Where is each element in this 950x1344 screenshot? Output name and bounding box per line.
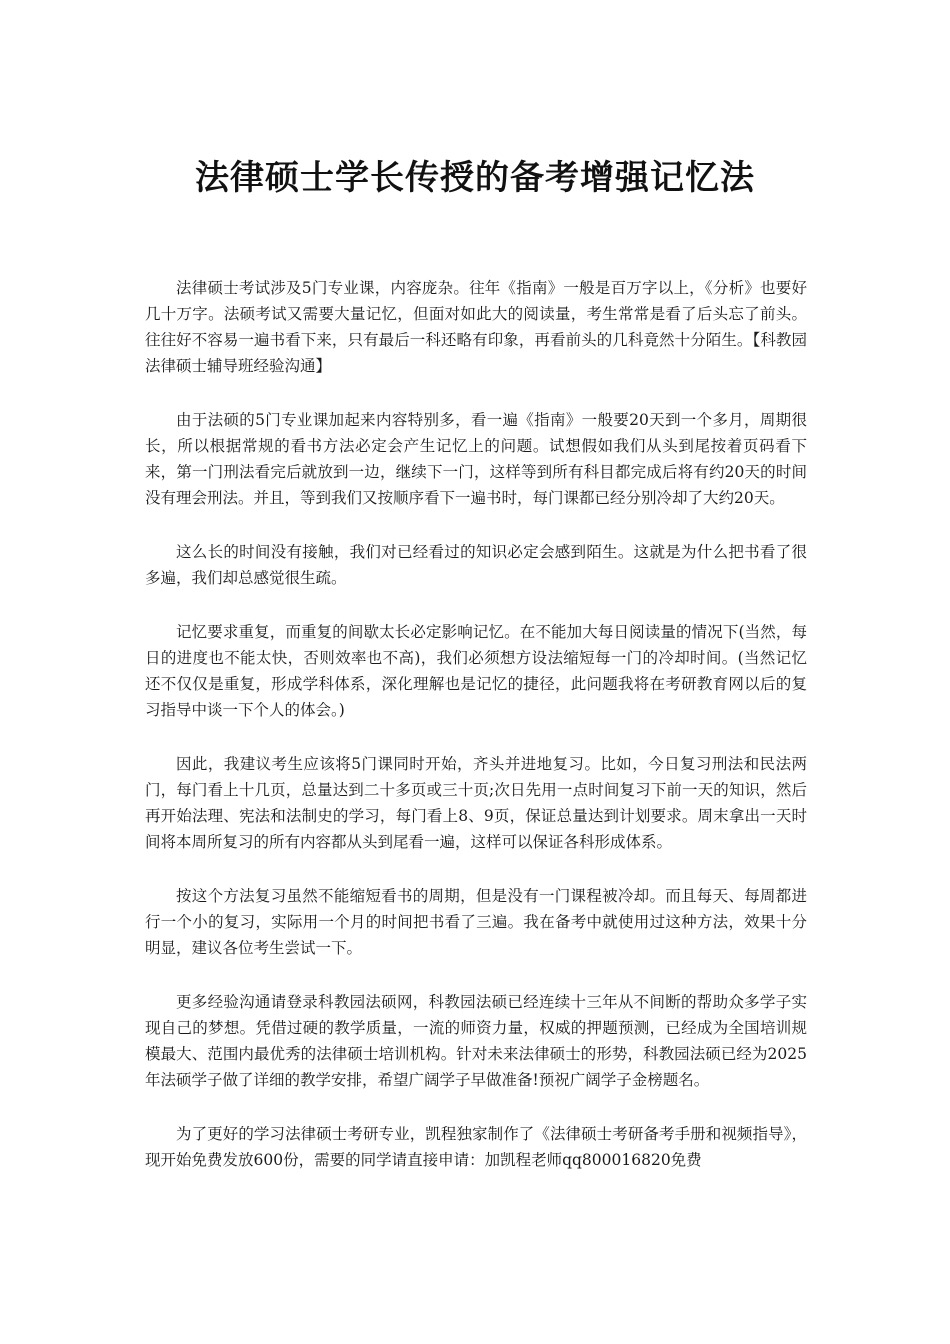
paragraph-8: 为了更好的学习法律硕士考研专业，凯程独家制作了《法律硕士考研备考手册和视频指导》，现开始免费发放600份，需要的同学请直接申请：加凯程老师qq800016820免费 [145, 1125, 807, 1169]
paragraph-4: 记忆要求重复，而重复的间歇太长必定影响记忆。在不能加大每日阅读量的情况下(当然，每日的进度也不能太快，否则效率也不高)，我们必须想方设法缩短每一门的冷却时间。(当然记忆还不仅仅是重复，形成学科体系，深化理解也是记忆的捷径，此问题我将在考研教育网以后的复习指导中谈一下个人的体会。) [145, 623, 807, 719]
paragraph-7: 更多经验沟通请登录科教园法硕网，科教园法硕已经连续十三年从不间断的帮助众多学子实现自己的梦想。凭借过硬的教学质量，一流的师资力量，权威的押题预测，已经成为全国培训规模最大、范围内最优秀的法律硕士培训机构。针对未来法律硕士的形势，科教园法硕已经为2025年法硕学子做了详细的教学安排，希望广阔学子早做准备!预祝广阔学子金榜题名。 [145, 993, 807, 1089]
paragraph-5: 因此，我建议考生应该将5门课同时开始，齐头并进地复习。比如，今日复习刑法和民法两门，每门看上十几页，总量达到二十多页或三十页;次日先用一点时间复习下前一天的知识，然后再开始法理、宪法和法制史的学习，每门看上8、9页，保证总量达到计划要求。周末拿出一天时间将本周所复习的所有内容都从头到尾看一遍，这样可以保证各科形成体系。 [145, 755, 807, 851]
paragraph-1: 法律硕士考试涉及5门专业课，内容庞杂。往年《指南》一般是百万字以上，《分析》也要好几十万字。法硕考试又需要大量记忆，但面对如此大的阅读量，考生常常是看了后头忘了前头。往往好不容易一遍书看下来，只有最后一科还略有印象，再看前头的几科竟然十分陌生。【科教园法律硕士辅导班经验沟通】 [145, 279, 807, 375]
paragraph-2: 由于法硕的5门专业课加起来内容特别多，看一遍《指南》一般要20天到一个多月，周期很长，所以根据常规的看书方法必定会产生记忆上的问题。试想假如我们从头到尾按着页码看下来，第一门刑法看完后就放到一边，继续下一门，这样等到所有科目都完成后将有约20天的时间没有理会刑法。并且，等到我们又按顺序看下一遍书时，每门课都已经分别冷却了大约20天。 [145, 411, 807, 507]
document-body [145, 275, 807, 1201]
paragraph-6: 按这个方法复习虽然不能缩短看书的周期，但是没有一门课程被冷却。而且每天、每周都进行一个小的复习，实际用一个月的时间把书看了三遍。我在备考中就使用过这种方法，效果十分明显，建议各位考生尝试一下。 [145, 887, 807, 957]
paragraph-3: 这么长的时间没有接触，我们对已经看过的知识必定会感到陌生。这就是为什么把书看了很多遍，我们却总感觉很生疏。 [145, 543, 807, 587]
document-title: 法律硕士学长传授的备考增强记忆法 [195, 158, 755, 198]
